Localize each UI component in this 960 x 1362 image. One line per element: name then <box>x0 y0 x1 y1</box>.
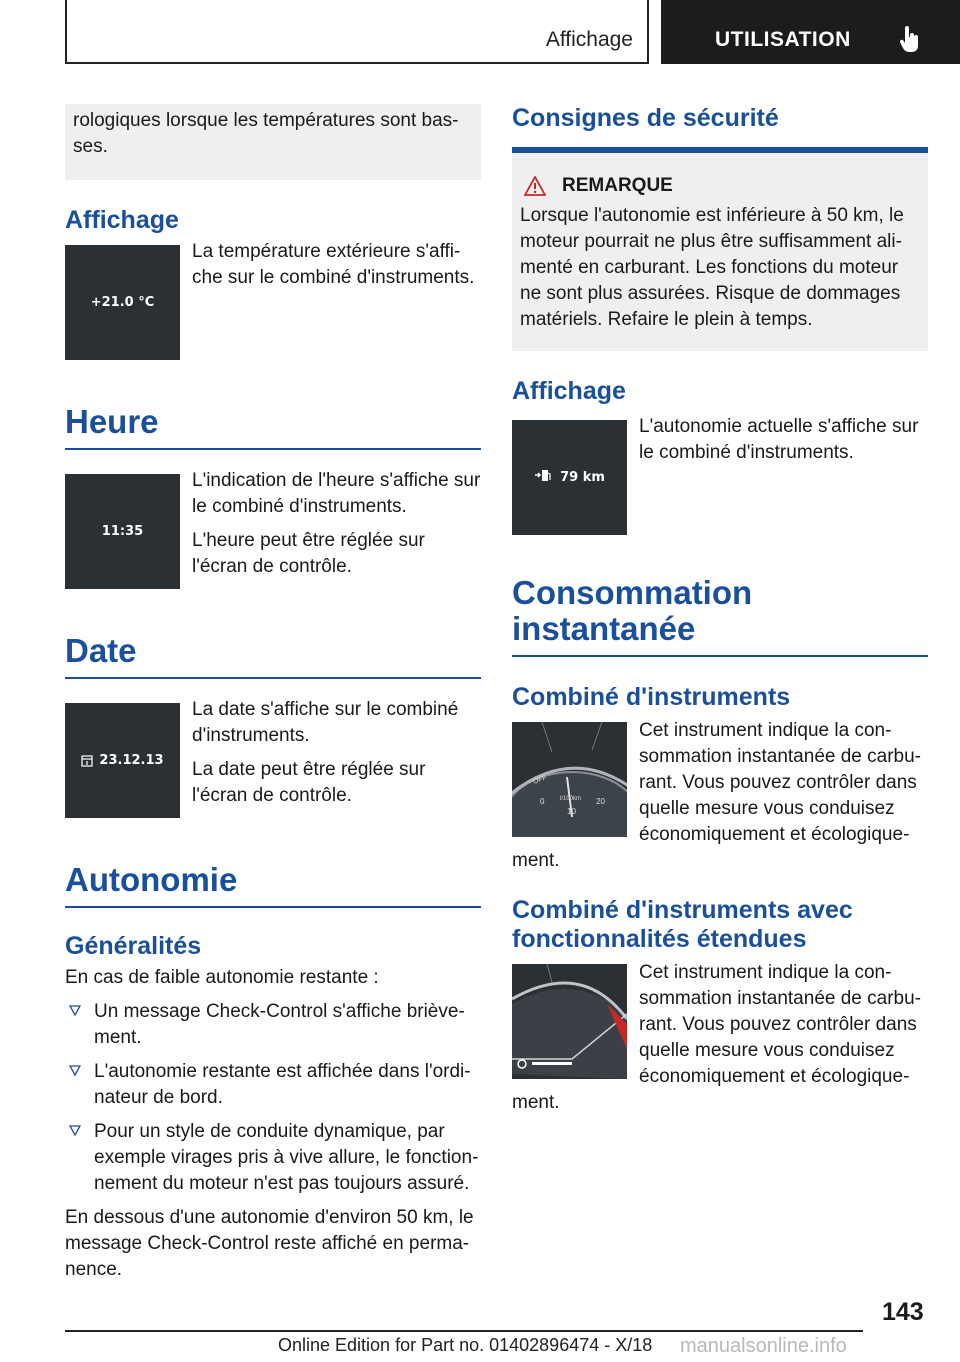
date-figure <box>65 699 481 818</box>
extended-gauge-image <box>512 964 627 1079</box>
temperature-heading: Affichage <box>65 206 179 234</box>
generalites-outro: En dessous d'une autonomie d'environ 50 km, le message Check-Control reste affiché en perma-nence. <box>65 1207 474 1280</box>
temperature-figure <box>65 241 481 360</box>
date-display-value: 23.12.13 <box>99 753 164 768</box>
header-chapter-label: UTILISATION <box>715 28 851 51</box>
generalites-heading: Généralités <box>65 932 202 960</box>
page-number: 143 <box>882 1298 924 1326</box>
gauge-label-20: 20 <box>596 797 605 806</box>
list-item: Pour un style de conduite dynamique, par exemple virages pris à vive allure, le fonction-nement du moteur n'est pas toujours assuré. <box>65 1119 481 1197</box>
calendar-icon <box>81 754 93 767</box>
combi-ext-text: Cet instrument indique la con-sommation instantanée de carbu-rant. Vous pouvez contrôler dans quelle mesure vous conduisez économiquement et écologique-ment. <box>512 964 921 1113</box>
list-item: Un message Check-Control s'affiche briève-ment. <box>65 999 481 1051</box>
header-section-box <box>65 0 649 64</box>
combi-figure <box>512 722 928 874</box>
consumption-gauge-image <box>512 722 627 837</box>
date-text-2: La date peut être réglée sur l'écran de contrôle. <box>192 759 426 806</box>
note-title <box>520 175 920 197</box>
autonomie-heading: Autonomie <box>65 862 481 908</box>
affichage-text: L'autonomie actuelle s'affiche sur le combiné d'instruments. <box>639 416 919 463</box>
generalites-bullet-list <box>65 999 481 1197</box>
header-chapter-tab <box>661 0 960 64</box>
heure-text-1: L'indication de l'heure s'affiche sur le combiné d'instruments. <box>192 470 481 517</box>
note-text: Lorsque l'autonomie est inférieure à 50 km, le moteur pourrait ne plus être suffisamment ali-menté en carburant. Les fonctions du moteur ne sont plus assurées. Risque de dommages matériels. Refaire le plein à temps. <box>520 205 904 330</box>
triangle-bullet-icon <box>69 1005 81 1017</box>
heure-heading: Heure <box>65 404 481 450</box>
temperature-display-image <box>65 245 180 360</box>
warning-icon <box>524 176 546 196</box>
range-figure <box>512 416 928 535</box>
generalites-intro: En cas de faible autonomie restante : <box>65 967 379 988</box>
range-display-image <box>512 420 627 535</box>
safety-note-box <box>512 147 928 351</box>
gauge-label-0: 0 <box>540 797 545 806</box>
gauge-label-unit: l/100km <box>560 796 582 802</box>
clock-display-image <box>65 474 180 589</box>
combi-text: Cet instrument indique la con-sommation instantanée de carbu-rant. Vous pouvez contrôler dans quelle mesure vous conduisez économiquement et écologique-ment. <box>512 722 921 871</box>
triangle-bullet-icon <box>69 1065 81 1077</box>
consommation-heading: Consommation instantanée <box>512 575 928 657</box>
footer-edition: Online Edition for Part no. 01402896474 - X/18 <box>278 1335 653 1355</box>
left-column <box>65 104 481 1283</box>
heure-text-2: L'heure peut être réglée sur l'écran de contrôle. <box>192 530 425 577</box>
affichage-heading: Affichage <box>512 377 626 405</box>
list-item: L'autonomie restante est affichée dans l'ordi-nateur de bord. <box>65 1059 481 1111</box>
right-column <box>512 104 928 1116</box>
temperature-display-value: +21.0 °C <box>90 295 155 310</box>
heure-figure <box>65 470 481 589</box>
continued-text: rologiques lorsque les températures sont bas-ses. <box>73 110 459 157</box>
safety-heading: Consignes de sécurité <box>512 104 779 132</box>
date-heading: Date <box>65 633 481 679</box>
combi-ext-heading: Combiné d'instruments avec fonctionnalités étendues <box>512 896 853 953</box>
gauge-label-10: 10 <box>567 807 576 816</box>
combi-heading: Combiné d'instruments <box>512 683 791 711</box>
temperature-text: La température extérieure s'affi-che sur le combiné d'instruments. <box>192 241 475 288</box>
hand-pointer-icon <box>899 26 921 52</box>
date-text-1: La date s'affiche sur le combiné d'instruments. <box>192 699 459 746</box>
combi-ext-figure <box>512 964 928 1116</box>
note-title-label: REMARQUE <box>562 175 673 196</box>
triangle-bullet-icon <box>69 1125 81 1137</box>
continued-text-box <box>65 104 481 180</box>
gauge-label-off: OFF <box>532 774 548 786</box>
range-display-value: 79 km <box>560 470 605 485</box>
footer-divider <box>65 1330 863 1332</box>
fuel-pump-icon <box>534 469 552 482</box>
header-section-label: Affichage <box>545 28 633 51</box>
clock-display-value: 11:35 <box>101 524 144 539</box>
date-display-image <box>65 703 180 818</box>
watermark: manualsonline.info <box>680 1335 847 1357</box>
